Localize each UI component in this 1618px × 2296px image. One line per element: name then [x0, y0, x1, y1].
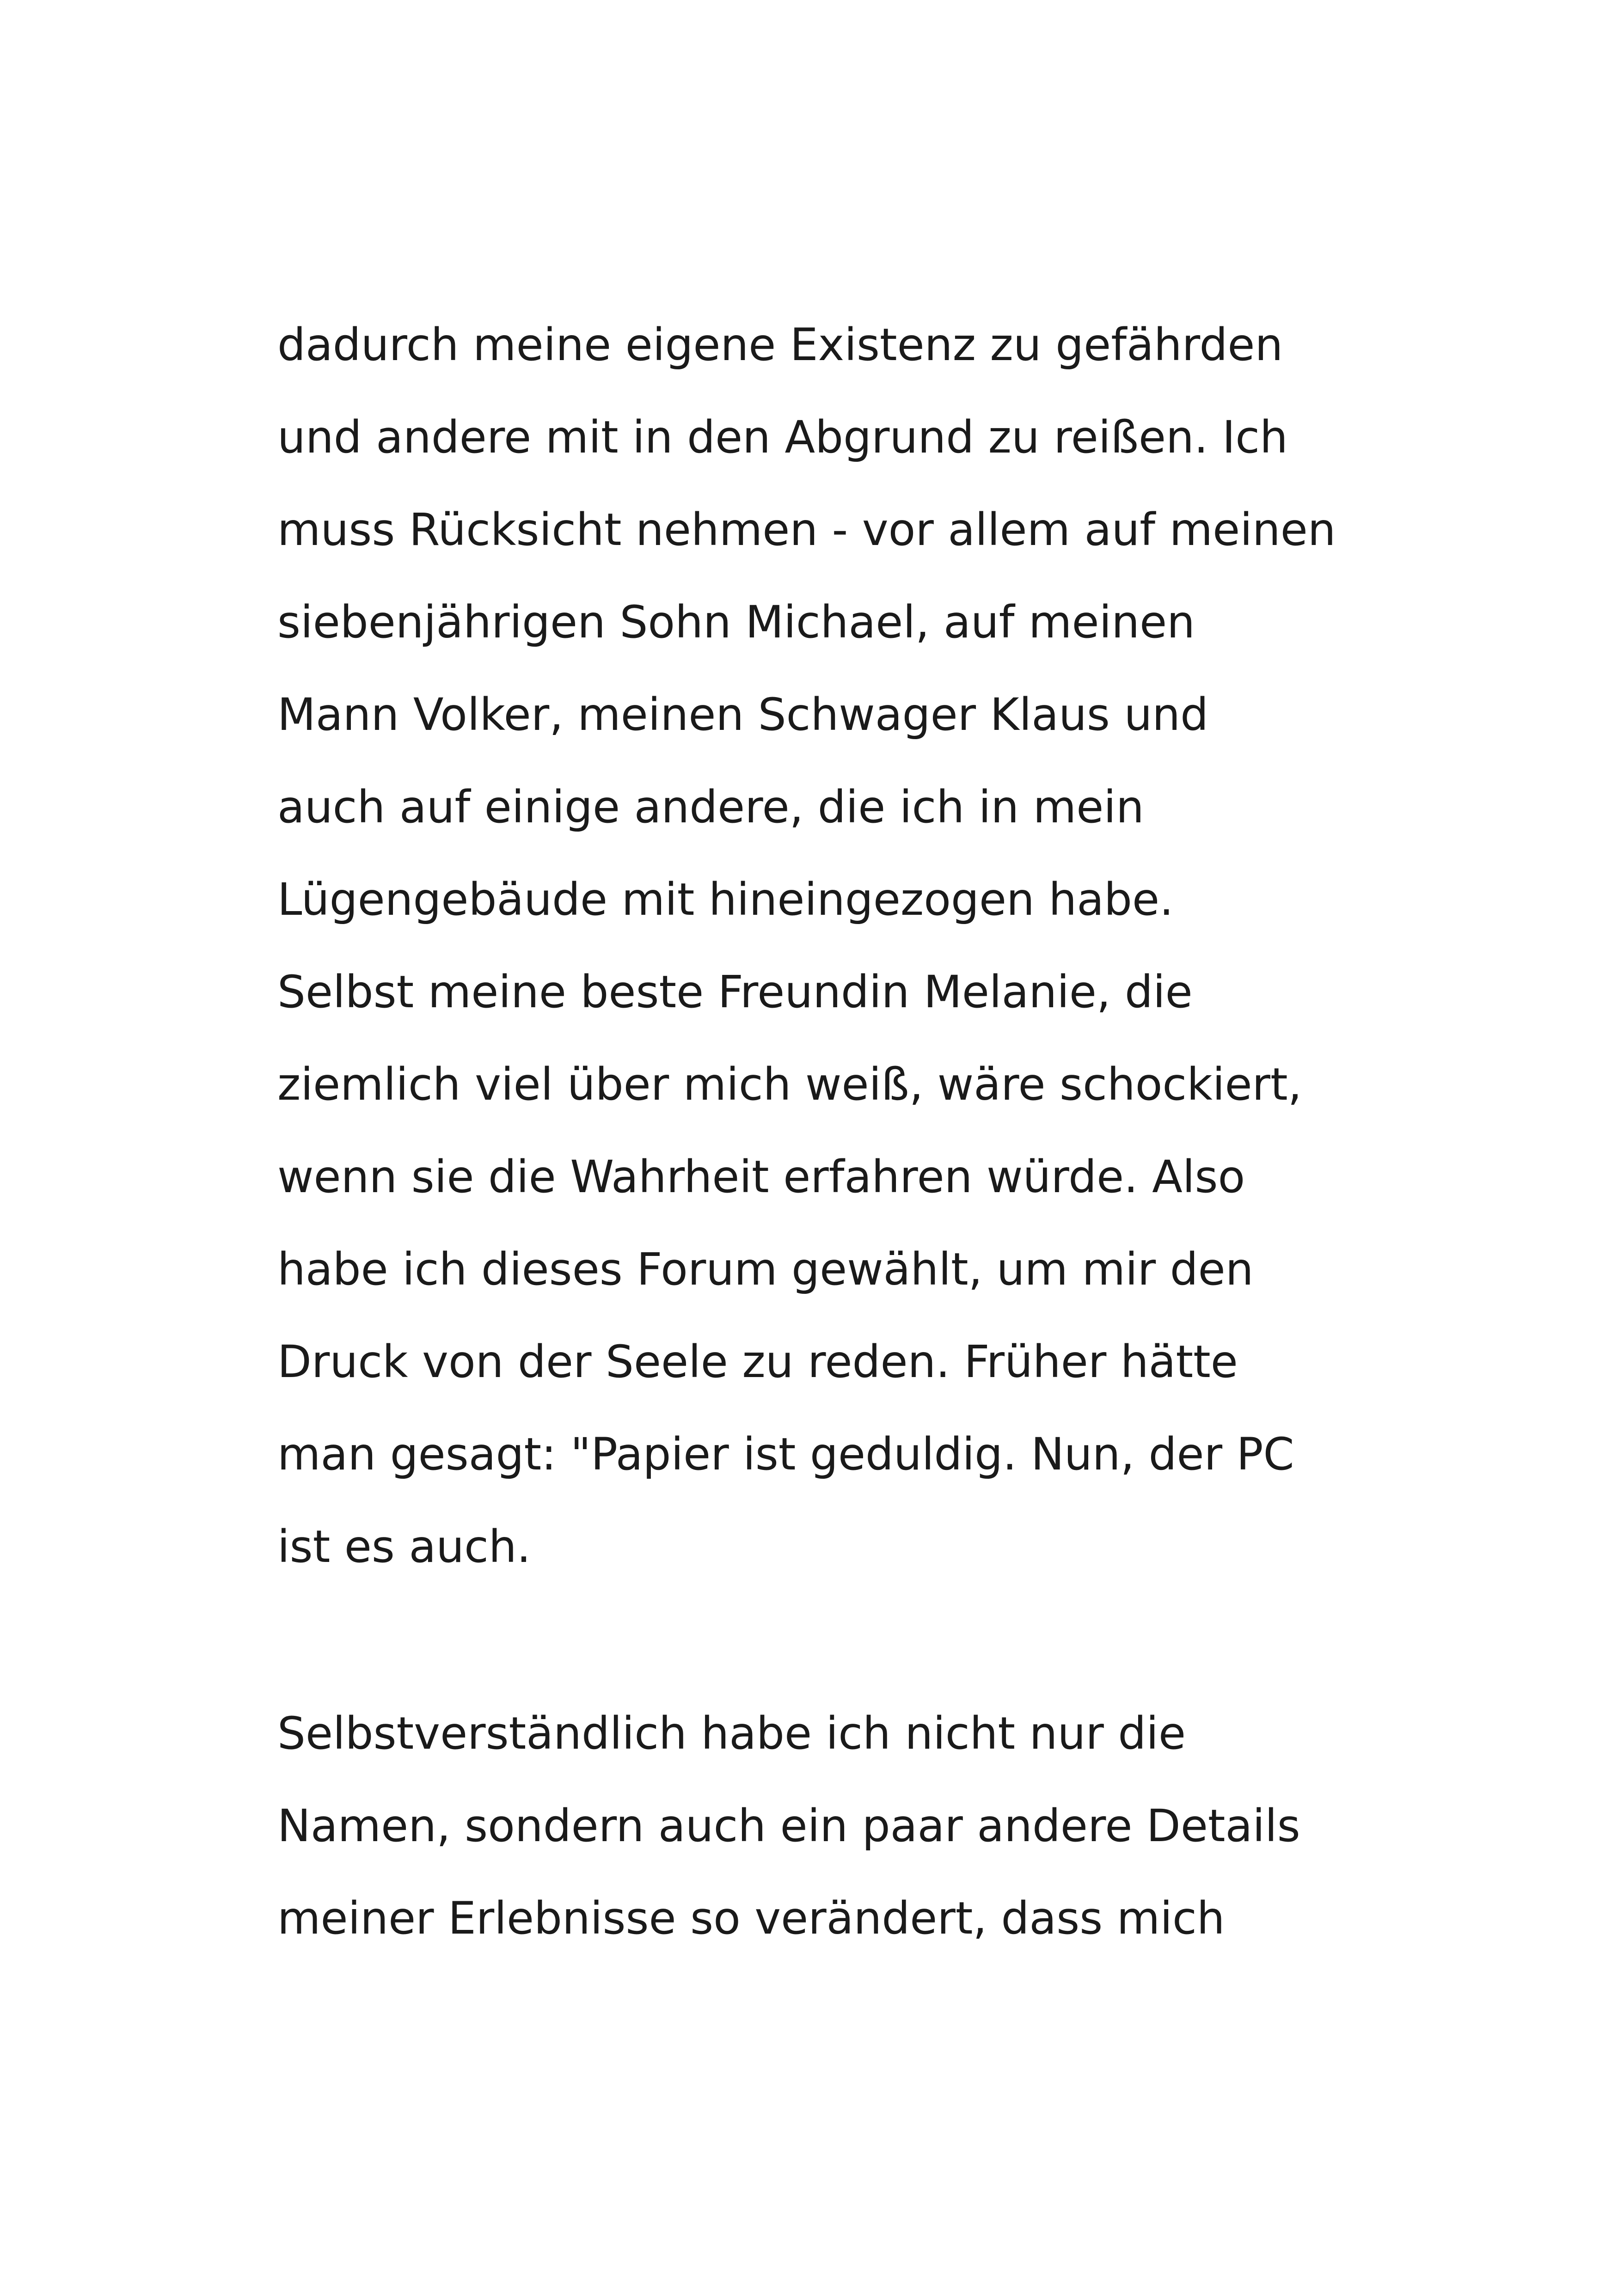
text-line: ziemlich viel über mich weiß, wäre schockiert, — [277, 1059, 1302, 1110]
text-line: meiner Erlebnisse so verändert, dass mich — [277, 1892, 1225, 1944]
text-line: Selbstverständlich habe ich nicht nur die — [277, 1708, 1186, 1759]
text-line: auch auf einige andere, die ich in mein — [277, 781, 1144, 833]
text-line: Namen, sondern auch ein paar andere Details — [277, 1800, 1300, 1852]
text-line: dadurch meine eigene Existenz zu gefährden — [277, 319, 1283, 371]
text-line: man gesagt: "Papier ist geduldig. Nun, der PC — [277, 1428, 1294, 1480]
text-line: muss Rücksicht nehmen - vor allem auf meinen — [277, 504, 1336, 556]
text-line: Mann Volker, meinen Schwager Klaus und — [277, 689, 1209, 741]
text-line: Druck von der Seele zu reden. Früher hätte — [277, 1336, 1238, 1388]
paragraph — [277, 299, 1387, 1593]
text-line: siebenjährigen Sohn Michael, auf meinen — [277, 596, 1195, 648]
paragraph — [277, 1687, 1387, 1965]
text-line: und andere mit in den Abgrund zu reißen. Ich — [277, 411, 1288, 463]
text-line: Lügengebäude mit hineingezogen habe. — [277, 874, 1174, 925]
text-line: wenn sie die Wahrheit erfahren würde. Also — [277, 1151, 1245, 1203]
text-line: Selbst meine beste Freundin Melanie, die — [277, 966, 1193, 1018]
text-line: habe ich dieses Forum gewählt, um mir den — [277, 1243, 1254, 1295]
text-line: ist es auch. — [277, 1521, 531, 1573]
